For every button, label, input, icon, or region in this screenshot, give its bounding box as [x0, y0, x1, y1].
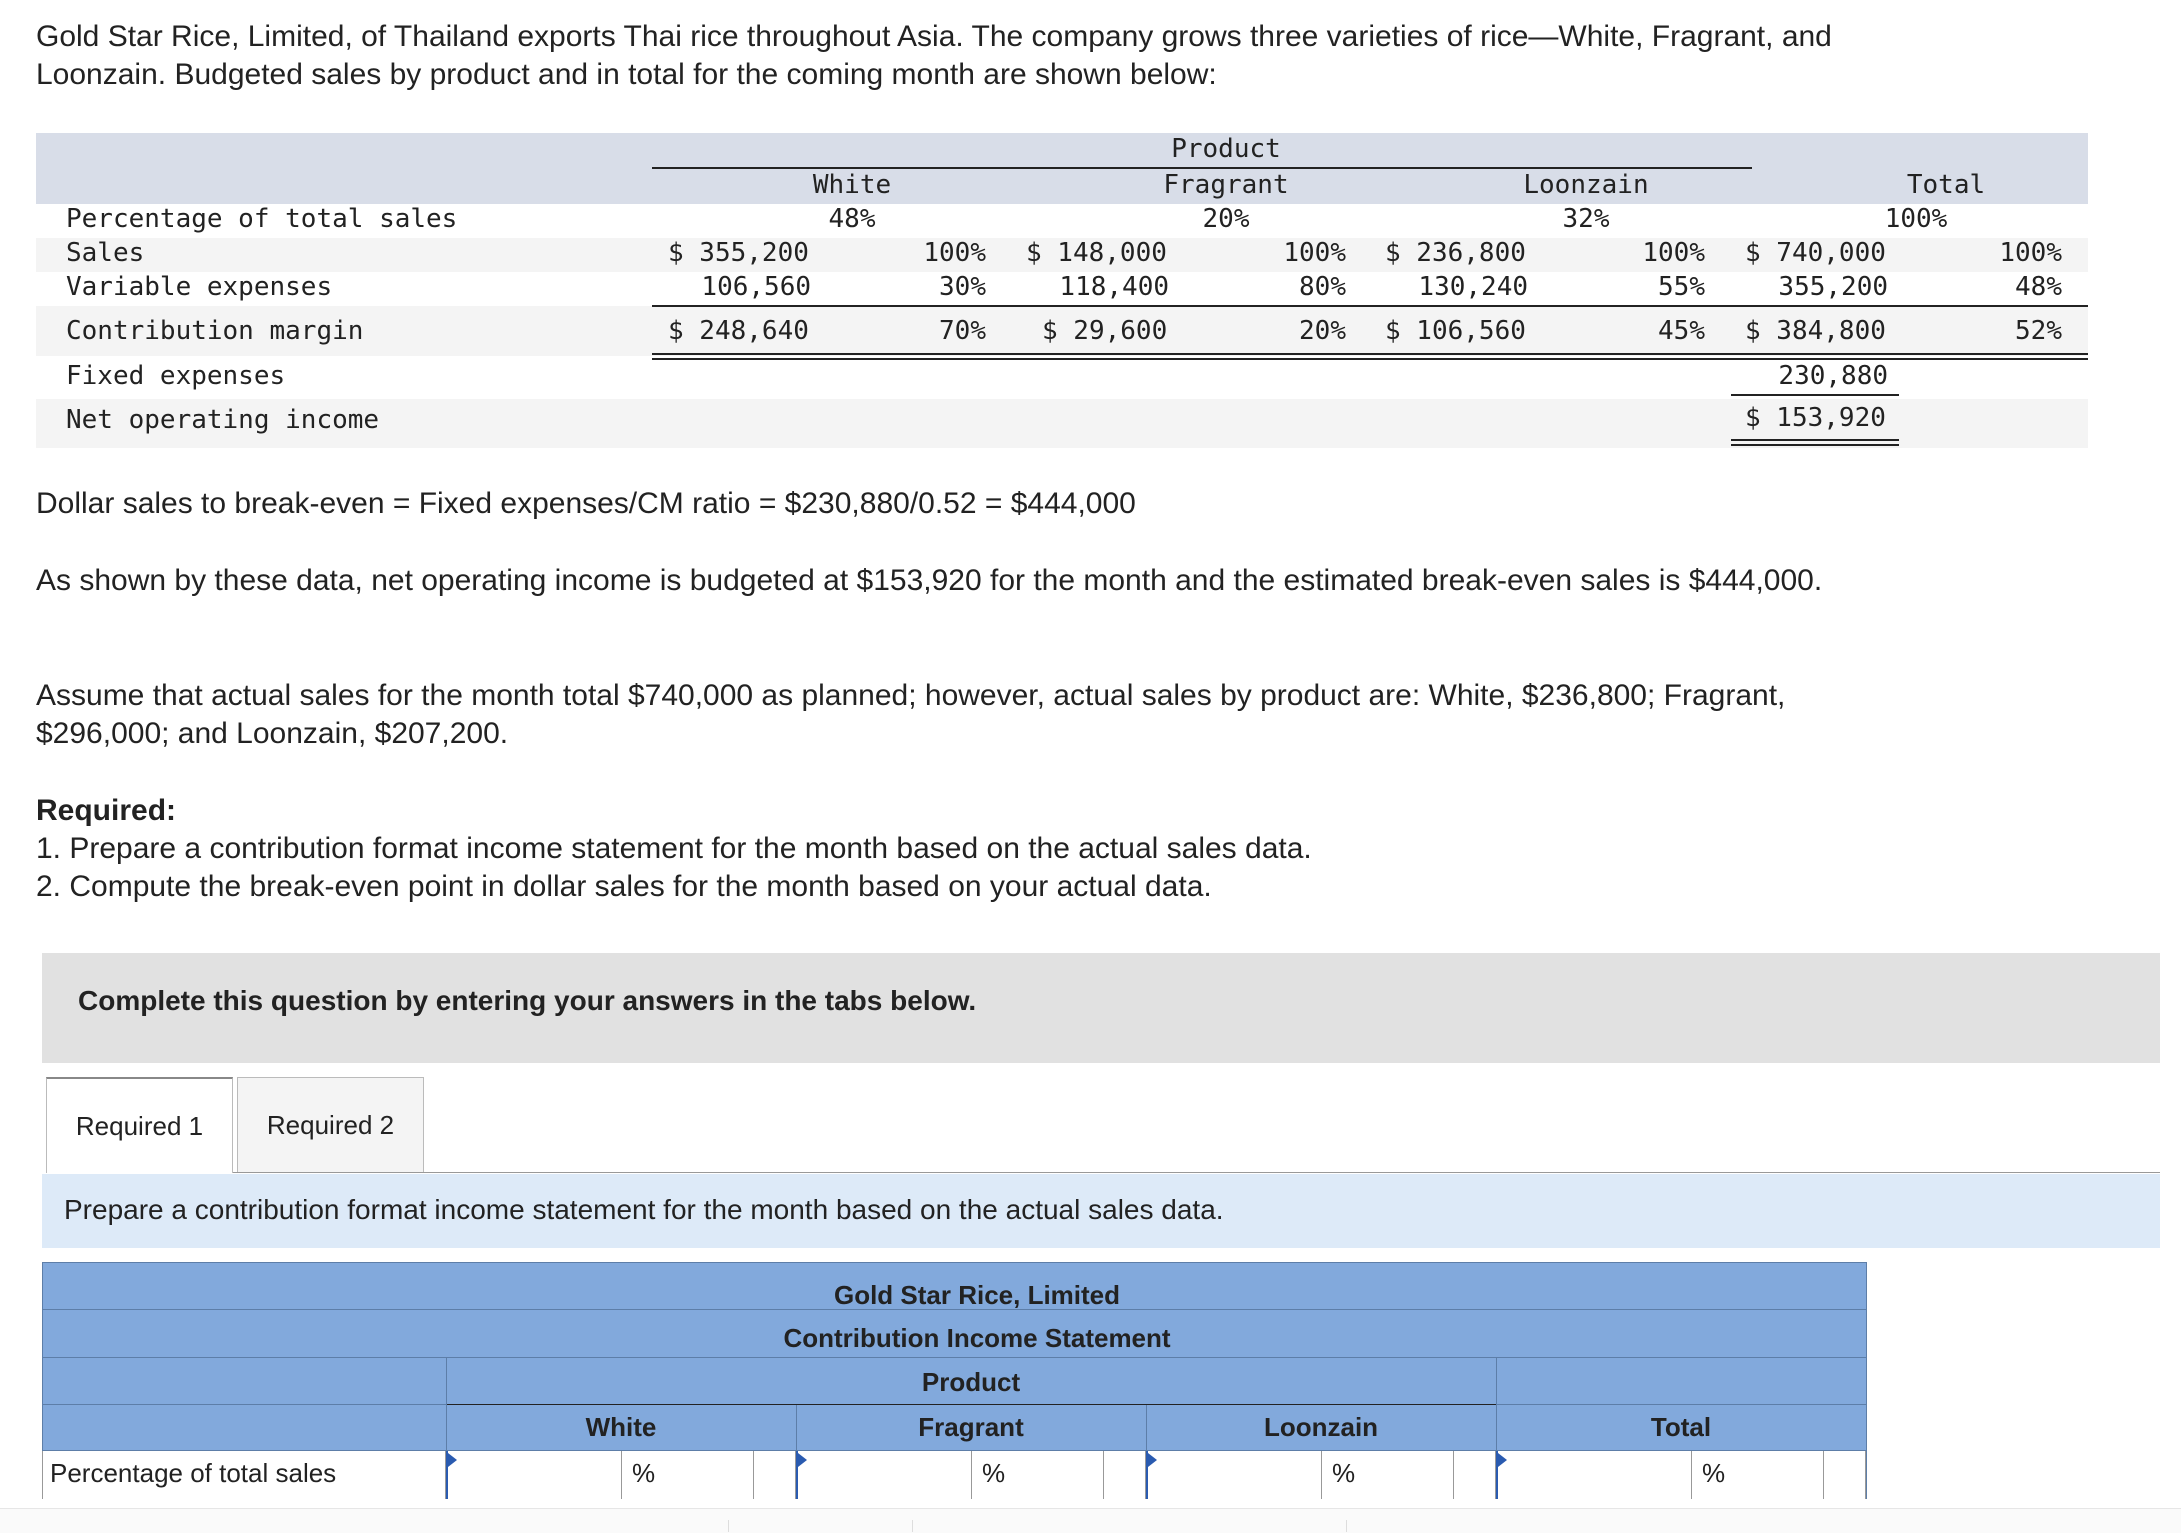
input-flag-icon — [1498, 1453, 1507, 1467]
cm-white-pct: 70% — [939, 316, 986, 346]
statement-col-fragrant: Fragrant — [918, 1412, 1024, 1442]
product-header: Product — [1171, 134, 1281, 164]
intro-text: Gold Star Rice, Limited, of Thailand exports Thai rice throughout Asia. The company grows three varieties of rice—White, Fragrant, and Loonzain. Budgeted sales by product and in total for the coming month are shown below: — [36, 20, 1832, 91]
spacer-cell — [1454, 1451, 1496, 1499]
variable-white: 106,560 — [701, 272, 811, 302]
cm-white: $ 248,640 — [668, 316, 809, 346]
sales-total: $ 740,000 — [1745, 238, 1886, 268]
spacer-cell — [1824, 1451, 1866, 1499]
para-budgeted: As shown by these data, net operating income is budgeted at $153,920 for the month and the estimated break-even sales is $444,000. — [36, 564, 1823, 597]
variable-fragrant: 118,400 — [1059, 272, 1169, 302]
required-item-2: 2. Compute the break-even point in dollar sales for the month based on your actual data. — [36, 870, 1212, 903]
noi-total: $ 153,920 — [1745, 403, 1886, 433]
variable-loonzain-pct: 55% — [1658, 272, 1705, 302]
grid-line — [728, 1520, 729, 1532]
grid-line — [1866, 1262, 1867, 1499]
variable-loonzain: 130,240 — [1418, 272, 1528, 302]
question-box-text: Complete this question by entering your answers in the tabs below. — [78, 985, 977, 1016]
grid-line — [912, 1520, 913, 1532]
required-item-1: 1. Prepare a contribution format income statement for the month based on the actual sales data. — [36, 832, 1312, 865]
sales-white-pct: 100% — [923, 238, 986, 268]
cm-loonzain: $ 106,560 — [1385, 316, 1526, 346]
tab-divider — [233, 1172, 2160, 1173]
statement-title: Contribution Income Statement — [783, 1323, 1171, 1353]
variable-total-pct: 48% — [2015, 272, 2062, 302]
col-loonzain: Loonzain — [1523, 170, 1649, 200]
pct-white: 48% — [828, 204, 876, 234]
cm-fragrant: $ 29,600 — [1042, 316, 1168, 346]
tab-required-2-label: Required 2 — [266, 1109, 395, 1140]
input-flag-icon — [1148, 1453, 1157, 1467]
input-flag-icon — [448, 1453, 457, 1467]
col-total: Total — [1906, 170, 1986, 200]
bottom-cutoff-row — [0, 1508, 2181, 1533]
tab-required-1[interactable] — [46, 1077, 233, 1173]
total-pct-input[interactable] — [1496, 1451, 1692, 1499]
col-fragrant: Fragrant — [1163, 170, 1289, 200]
cm-total-pct: 52% — [2015, 316, 2062, 346]
sales-white: $ 355,200 — [668, 238, 809, 268]
fragrant-pct-input[interactable] — [796, 1451, 972, 1499]
cm-underline — [652, 305, 2088, 307]
cm-double-underline — [652, 353, 2088, 360]
fragrant-pct-sign: % — [982, 1458, 1006, 1488]
product-underline — [652, 167, 1752, 169]
tab-required-2[interactable] — [237, 1077, 424, 1173]
pct-fragrant: 20% — [1202, 204, 1250, 234]
pct-loonzain: 32% — [1562, 204, 1610, 234]
variable-total: 355,200 — [1778, 272, 1888, 302]
pct-total: 100% — [1884, 204, 1948, 234]
loonzain-pct-input[interactable] — [1146, 1451, 1322, 1499]
breakeven-text: Dollar sales to break-even = Fixed expenses/CM ratio = $230,880/0.52 = $444,000 — [36, 487, 1136, 520]
sales-fragrant: $ 148,000 — [1026, 238, 1167, 268]
sales-total-pct: 100% — [1999, 238, 2062, 268]
statement-col-total: Total — [1650, 1412, 1712, 1442]
cm-loonzain-pct: 45% — [1658, 316, 1705, 346]
tab-required-1-label: Required 1 — [75, 1110, 204, 1141]
statement-row-label: Percentage of total sales — [50, 1458, 337, 1488]
sales-loonzain: $ 236,800 — [1385, 238, 1526, 268]
spacer-cell — [1104, 1451, 1146, 1499]
para-actual-sales: Assume that actual sales for the month total $740,000 as planned; however, actual sales by product are: White, $236,800; Fragrant, $296,000; and Loonzain, $207,200. — [36, 679, 1786, 750]
total-pct-sign: % — [1702, 1458, 1726, 1488]
row-label-fixed: Fixed expenses — [66, 361, 286, 391]
fixed-total: 230,880 — [1778, 361, 1888, 391]
variable-white-pct: 30% — [939, 272, 986, 302]
instruction-panel — [42, 1174, 2160, 1248]
sales-loonzain-pct: 100% — [1642, 238, 1705, 268]
white-pct-input[interactable] — [446, 1451, 622, 1499]
fixed-underline — [1731, 394, 1899, 396]
required-heading: Required: — [36, 794, 177, 827]
spacer-cell — [754, 1451, 796, 1499]
question-box — [42, 953, 2160, 1063]
company-name: Gold Star Rice, Limited — [833, 1280, 1121, 1310]
budget-table — [36, 133, 2088, 448]
row-label-sales: Sales — [66, 238, 145, 268]
statement-col-loonzain: Loonzain — [1263, 1412, 1379, 1442]
grid-line — [1346, 1520, 1347, 1532]
cm-fragrant-pct: 20% — [1299, 316, 1346, 346]
input-flag-icon — [798, 1453, 807, 1467]
white-pct-sign: % — [632, 1458, 656, 1488]
col-white: White — [812, 170, 892, 200]
row-label-cm: Contribution margin — [66, 316, 364, 346]
statement-product-header: Product — [921, 1367, 1021, 1397]
statement-col-white: White — [585, 1412, 657, 1442]
noi-double-underline — [1731, 439, 1899, 446]
income-statement-table — [42, 1262, 1866, 1502]
cm-total: $ 384,800 — [1745, 316, 1886, 346]
loonzain-pct-sign: % — [1332, 1458, 1356, 1488]
instruction-text: Prepare a contribution format income statement for the month based on the actual sales data. — [64, 1194, 1224, 1225]
variable-fragrant-pct: 80% — [1299, 272, 1346, 302]
row-label-noi: Net operating income — [66, 405, 380, 435]
row-label-pct: Percentage of total sales — [66, 204, 458, 234]
row-label-variable: Variable expenses — [66, 272, 333, 302]
sales-fragrant-pct: 100% — [1283, 238, 1346, 268]
